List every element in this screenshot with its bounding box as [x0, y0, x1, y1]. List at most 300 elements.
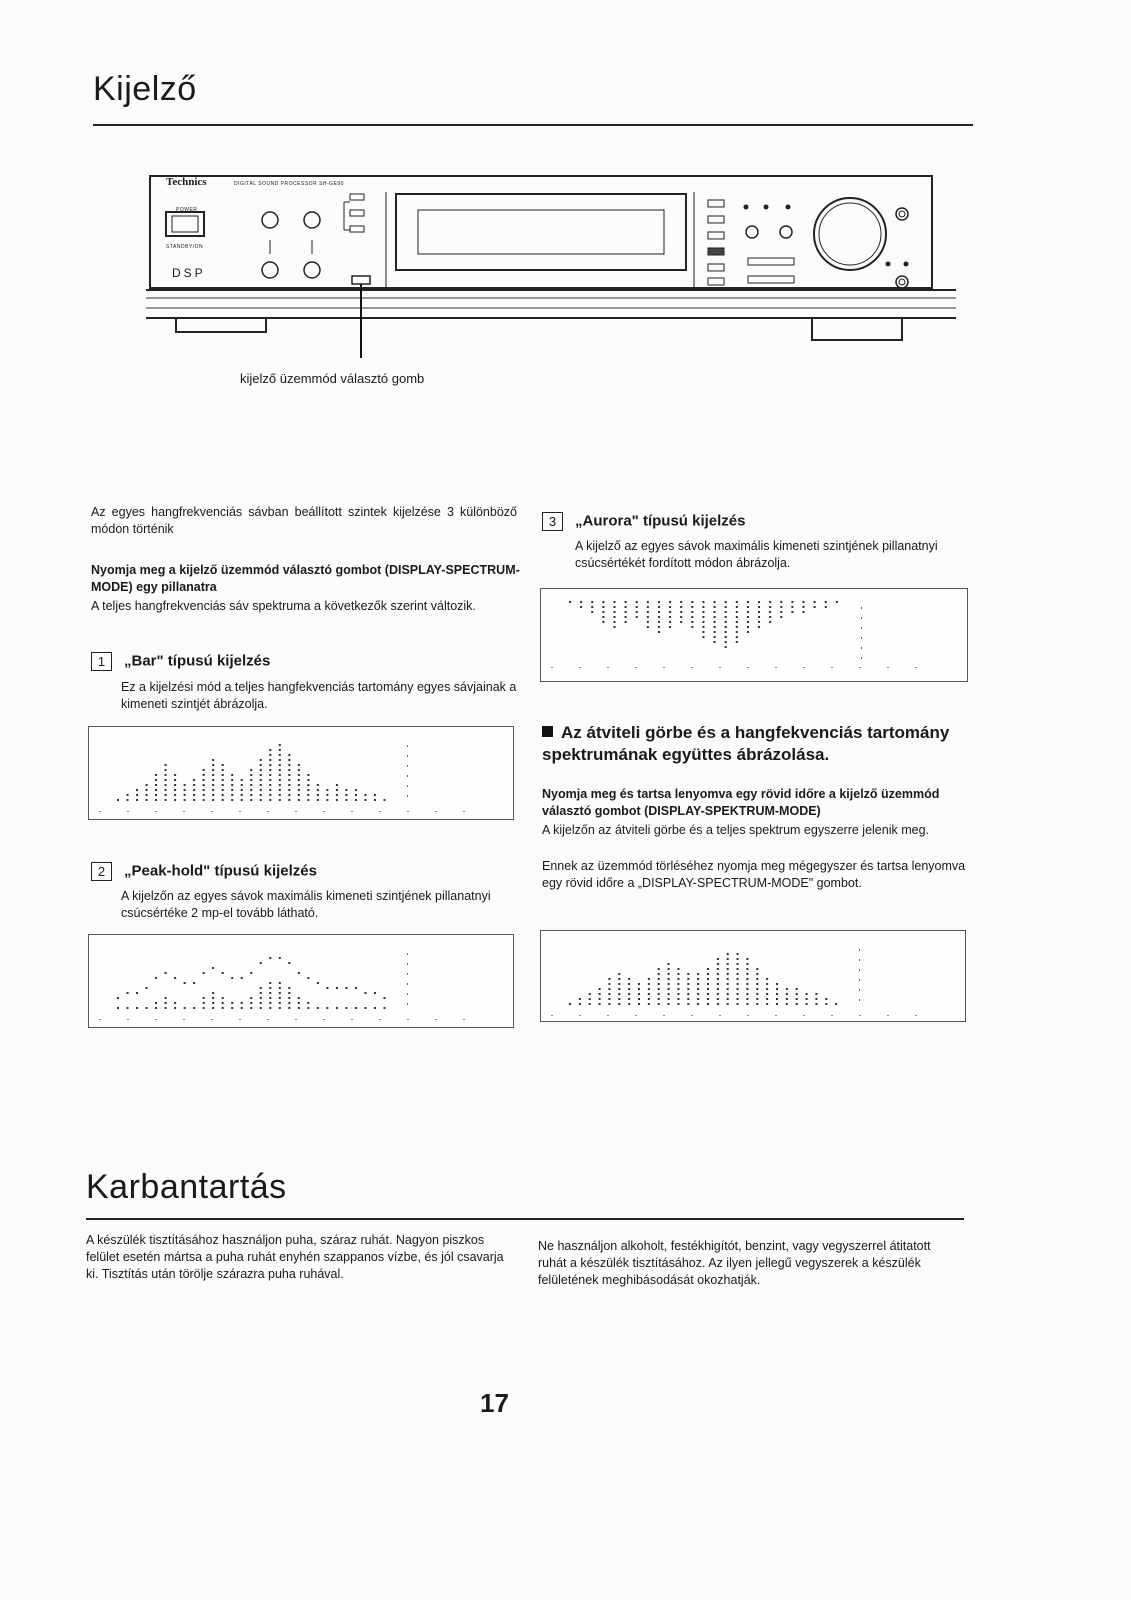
spectrum-band-14 — [241, 1002, 243, 1004]
spectrum-band-6 — [618, 993, 620, 995]
spectrum-band-25 — [806, 993, 808, 995]
spectrum-band-12 — [691, 626, 693, 628]
spectrum-band-11 — [668, 978, 670, 980]
spectrum-band-24 — [336, 784, 338, 786]
spectrum-band-19 — [288, 987, 290, 989]
spectrum-band-15 — [707, 1003, 709, 1005]
spectrum-band-17 — [727, 993, 729, 995]
spectrum-band-4 — [146, 794, 148, 796]
spectrum-band-21 — [766, 983, 768, 985]
spectrum-band-16 — [717, 993, 719, 995]
spectrum-band-15 — [725, 631, 727, 633]
spectrum-band-18 — [737, 988, 739, 990]
spectrum-band-6 — [165, 1002, 167, 1004]
scale-marker — [407, 963, 408, 965]
spectrum-band-10 — [203, 799, 205, 801]
spectrum-band-10 — [203, 774, 205, 776]
spectrum-band-20 — [780, 601, 782, 603]
spectrum-band-17 — [269, 997, 271, 999]
spectrum-band-7 — [174, 794, 176, 796]
spectrum-band-16 — [260, 1007, 262, 1009]
spectrum-band-16 — [260, 789, 262, 791]
spectrum-band-13 — [702, 621, 704, 623]
spectrum-band-19 — [746, 968, 748, 970]
scale-tick — [607, 1015, 609, 1016]
spectrum-band-10 — [669, 601, 671, 603]
spectrum-band-16 — [717, 973, 719, 975]
intro-text: Az egyes hangfrekvenciás sávban beállított szintek kijelzése 3 különböző módon történik — [91, 505, 517, 536]
spectrum-band-14-peak — [241, 977, 243, 979]
spectrum-band-13 — [231, 1007, 233, 1009]
spectrum-band-27-peak — [364, 992, 366, 994]
scale-tick — [295, 811, 297, 812]
spectrum-band-18 — [737, 958, 739, 960]
spectrum-band-7 — [628, 998, 630, 1000]
spectrum-band-5 — [608, 988, 610, 990]
spectrum-band-13 — [687, 973, 689, 975]
spectrum-band-14 — [697, 978, 699, 980]
scale-tick — [803, 667, 805, 668]
spectrum-band-22 — [803, 606, 805, 608]
spectrum-band-3 — [591, 601, 593, 603]
spectrum-band-14 — [714, 606, 716, 608]
spectrum-band-18 — [737, 983, 739, 985]
spectrum-band-6 — [165, 784, 167, 786]
spectrum-band-15 — [725, 636, 727, 638]
spectrum-band-17 — [269, 1002, 271, 1004]
spectrum-band-13 — [702, 611, 704, 613]
spectrum-band-12 — [222, 1007, 224, 1009]
spectrum-band-4 — [146, 784, 148, 786]
spectrum-band-16-peak — [260, 962, 262, 964]
spectrum-band-9 — [658, 606, 660, 608]
spectrum-band-6 — [625, 611, 627, 613]
spectrum-band-12 — [222, 784, 224, 786]
spectrum-band-12 — [222, 769, 224, 771]
spectrum-band-17 — [727, 998, 729, 1000]
spectrum-band-9 — [658, 611, 660, 613]
scale-tick — [859, 1015, 861, 1016]
spectrum-band-15 — [707, 993, 709, 995]
spectrum-band-6 — [165, 774, 167, 776]
spectrum-band-23 — [786, 1003, 788, 1005]
spectrum-band-12 — [222, 799, 224, 801]
spectrum-band-26 — [355, 1007, 357, 1009]
spectrum-band-4 — [602, 611, 604, 613]
spectrum-band-22 — [776, 1003, 778, 1005]
spectrum-band-17 — [747, 611, 749, 613]
spectrum-band-16 — [736, 616, 738, 618]
spectrum-band-15 — [725, 611, 727, 613]
spectrum-band-23 — [786, 998, 788, 1000]
spectrum-band-7 — [628, 988, 630, 990]
spectrum-band-22 — [803, 601, 805, 603]
spectrum-band-4 — [599, 988, 601, 990]
scale-tick — [635, 1015, 637, 1016]
spectrum-band-20 — [756, 988, 758, 990]
page-title: Kijelző — [93, 70, 197, 108]
spectrum-band-17 — [727, 988, 729, 990]
spectrum-band-3 — [136, 794, 138, 796]
spectrum-band-1-peak — [117, 997, 119, 999]
spectrum-band-7 — [636, 616, 638, 618]
spectrum-band-5 — [608, 998, 610, 1000]
scale-tick — [407, 1019, 409, 1020]
spectrum-band-18 — [279, 1007, 281, 1009]
spectrum-band-10 — [203, 794, 205, 796]
device-model-line: DIGITAL SOUND PROCESSOR SH-GE90 — [234, 181, 344, 187]
spectrum-band-18 — [737, 998, 739, 1000]
scale-tick — [379, 1019, 381, 1020]
spectrum-band-18 — [279, 982, 281, 984]
scale-tick — [351, 1019, 353, 1020]
spectrum-band-29 — [383, 1007, 385, 1009]
spectrum-band-10 — [658, 968, 660, 970]
spectrum-band-17 — [269, 794, 271, 796]
spectrum-band-19 — [746, 1003, 748, 1005]
spectrum-band-12 — [677, 988, 679, 990]
spectrum-band-7 — [636, 606, 638, 608]
spectrum-band-10 — [658, 978, 660, 980]
spectrum-band-10 — [669, 611, 671, 613]
spectrum-band-14 — [714, 601, 716, 603]
aurora-spectrum-graphic — [541, 589, 967, 681]
scale-marker — [861, 637, 862, 639]
spectrum-band-11 — [680, 611, 682, 613]
spectrum-band-11 — [212, 1002, 214, 1004]
spectrum-band-16 — [717, 958, 719, 960]
spectrum-band-20 — [298, 764, 300, 766]
mode-3-number: 3 — [542, 512, 563, 531]
spectrum-band-24 — [796, 1003, 798, 1005]
spectrum-band-22 — [317, 784, 319, 786]
spectrum-band-6 — [165, 794, 167, 796]
bar-spectrum-graphic — [89, 727, 513, 819]
spectrum-band-18-peak — [279, 957, 281, 959]
spectrum-band-14 — [241, 789, 243, 791]
spectrum-band-5 — [613, 611, 615, 613]
spectrum-band-14 — [714, 631, 716, 633]
callout-label: kijelző üzemmód választó gomb — [240, 371, 425, 386]
scale-tick — [267, 811, 269, 812]
spectrum-band-13 — [702, 631, 704, 633]
spectrum-band-17 — [269, 759, 271, 761]
spectrum-band-21 — [307, 784, 309, 786]
spectrum-band-4 — [599, 998, 601, 1000]
spectrum-band-11 — [212, 764, 214, 766]
scale-tick — [859, 667, 861, 668]
spectrum-band-14 — [241, 779, 243, 781]
scale-marker — [407, 953, 408, 955]
spectrum-band-4 — [602, 601, 604, 603]
spectrum-band-18 — [737, 968, 739, 970]
spectrum-band-9 — [648, 988, 650, 990]
spectrum-band-6-peak — [165, 972, 167, 974]
spectrum-band-17 — [727, 953, 729, 955]
spectrum-band-8 — [638, 1003, 640, 1005]
peak-hold-spectrum-graphic — [89, 935, 513, 1027]
spectrum-band-3 — [136, 799, 138, 801]
spectrum-band-10 — [669, 616, 671, 618]
scale-tick — [239, 811, 241, 812]
spectrum-band-15 — [250, 779, 252, 781]
spectrum-band-17 — [727, 963, 729, 965]
spectrum-band-7 — [636, 611, 638, 613]
spectrum-band-12 — [677, 983, 679, 985]
spectrum-band-15-peak — [250, 972, 252, 974]
spectrum-band-9 — [193, 799, 195, 801]
spectrum-band-12 — [222, 774, 224, 776]
spectrum-band-2 — [127, 1007, 129, 1009]
spectrum-band-20-peak — [298, 972, 300, 974]
spectrum-band-5 — [155, 779, 157, 781]
scale-marker — [861, 617, 862, 619]
spectrum-band-20 — [298, 799, 300, 801]
spectrum-band-14 — [241, 1007, 243, 1009]
spectrum-band-21 — [791, 601, 793, 603]
spectrum-band-15 — [250, 1002, 252, 1004]
scale-tick — [691, 667, 693, 668]
spectrum-band-10 — [669, 626, 671, 628]
combined-heading — [542, 722, 968, 766]
spectrum-band-10 — [203, 1007, 205, 1009]
spectrum-band-13 — [687, 983, 689, 985]
spectrum-band-9 — [658, 626, 660, 628]
spectrum-band-5 — [608, 1003, 610, 1005]
scale-marker — [861, 647, 862, 649]
spectrum-band-17 — [747, 621, 749, 623]
scale-tick — [803, 1015, 805, 1016]
spectrum-band-22 — [776, 983, 778, 985]
spectrum-band-28-peak — [374, 992, 376, 994]
spectrum-band-15 — [250, 799, 252, 801]
spectrum-band-7 — [174, 1002, 176, 1004]
spectrum-band-18 — [758, 626, 760, 628]
spectrum-band-6 — [618, 1003, 620, 1005]
spectrum-band-1 — [569, 1003, 571, 1005]
spectrum-band-19 — [769, 611, 771, 613]
spectrum-band-13 — [687, 998, 689, 1000]
spectrum-band-17 — [747, 626, 749, 628]
spectrum-band-20 — [780, 606, 782, 608]
spectrum-band-8 — [647, 616, 649, 618]
spectrum-band-8 — [647, 606, 649, 608]
spectrum-band-17 — [747, 606, 749, 608]
spectrum-band-5 — [155, 784, 157, 786]
spectrum-band-11 — [668, 988, 670, 990]
spectrum-band-5 — [608, 993, 610, 995]
spectrum-band-19 — [746, 973, 748, 975]
spectrum-band-12-peak — [222, 972, 224, 974]
spectrum-band-17 — [269, 982, 271, 984]
spectrum-band-17 — [727, 973, 729, 975]
spectrum-band-13 — [231, 774, 233, 776]
spectrum-band-14 — [714, 611, 716, 613]
device-power-label: POWER — [176, 207, 198, 213]
spectrum-band-10 — [203, 779, 205, 781]
spectrum-band-15 — [725, 616, 727, 618]
spectrum-band-18 — [737, 973, 739, 975]
spectrum-band-15 — [725, 621, 727, 623]
spectrum-band-15 — [250, 789, 252, 791]
combined-title: Az átviteli görbe és a hangfekvenciás tartomány spektrumának együttes ábrázolása. — [542, 723, 950, 764]
spectrum-band-4-peak — [146, 987, 148, 989]
spectrum-band-17 — [727, 968, 729, 970]
spectrum-band-4 — [146, 789, 148, 791]
scale-tick — [551, 667, 553, 668]
spectrum-band-14 — [697, 998, 699, 1000]
spectrum-band-12 — [691, 606, 693, 608]
spectrum-band-8-peak — [184, 982, 186, 984]
spectrum-band-22 — [803, 611, 805, 613]
spectrum-band-17 — [269, 799, 271, 801]
spectrum-band-13 — [702, 626, 704, 628]
spectrum-band-2 — [579, 998, 581, 1000]
scale-tick — [351, 811, 353, 812]
spectrum-band-24 — [796, 998, 798, 1000]
spectrum-band-21-peak — [307, 977, 309, 979]
spectrum-band-9 — [658, 631, 660, 633]
spectrum-band-5 — [613, 601, 615, 603]
spectrum-band-18 — [279, 764, 281, 766]
spectrum-band-7 — [628, 978, 630, 980]
device-front-panel — [146, 172, 956, 362]
spectrum-band-20 — [756, 973, 758, 975]
mode-1-number: 1 — [91, 652, 112, 671]
spectrum-band-9 — [193, 789, 195, 791]
spectrum-band-25 — [345, 1007, 347, 1009]
spectrum-band-14 — [714, 616, 716, 618]
spectrum-band-26 — [815, 993, 817, 995]
spectrum-band-22 — [776, 998, 778, 1000]
scale-tick — [551, 1015, 553, 1016]
spectrum-band-17 — [269, 774, 271, 776]
spectrum-band-21 — [307, 789, 309, 791]
spectrum-band-12 — [677, 993, 679, 995]
combined-instruction: Nyomja meg és tartsa lenyomva egy rövid időre a kijelző üzemmód választó gombot (DISPLAY-SPEKTRUM-MODE) — [542, 787, 940, 818]
spectrum-band-24 — [336, 789, 338, 791]
spectrum-band-22 — [317, 794, 319, 796]
scale-tick — [407, 811, 409, 812]
spectrum-band-18 — [737, 993, 739, 995]
mode-3-display — [540, 588, 968, 682]
spectrum-band-12 — [222, 789, 224, 791]
scale-marker — [859, 979, 860, 981]
spectrum-band-12 — [691, 621, 693, 623]
spectrum-band-16 — [717, 1003, 719, 1005]
spectrum-band-20 — [298, 997, 300, 999]
spectrum-band-8 — [647, 601, 649, 603]
spectrum-band-10 — [203, 997, 205, 999]
spectrum-band-4 — [602, 621, 604, 623]
spectrum-band-8 — [184, 1007, 186, 1009]
spectrum-band-22 — [776, 988, 778, 990]
spectrum-band-11 — [212, 997, 214, 999]
spectrum-band-6 — [618, 973, 620, 975]
scale-marker — [407, 765, 408, 767]
spectrum-band-1 — [569, 601, 571, 603]
spectrum-band-20 — [756, 998, 758, 1000]
scale-marker — [861, 657, 862, 659]
spectrum-band-18 — [279, 754, 281, 756]
spectrum-band-21 — [791, 606, 793, 608]
scale-tick — [323, 811, 325, 812]
spectrum-band-18 — [279, 779, 281, 781]
scale-tick — [747, 1015, 749, 1016]
spectrum-band-11 — [668, 963, 670, 965]
spectrum-band-11 — [212, 784, 214, 786]
spectrum-band-17 — [747, 616, 749, 618]
spectrum-band-19 — [288, 997, 290, 999]
spectrum-band-29-peak — [383, 997, 385, 999]
spectrum-band-17 — [269, 987, 271, 989]
spectrum-band-17 — [727, 958, 729, 960]
spectrum-band-14 — [697, 983, 699, 985]
spectrum-band-11 — [212, 992, 214, 994]
spectrum-band-18 — [279, 1002, 281, 1004]
spectrum-band-13 — [702, 601, 704, 603]
spectrum-band-17 — [269, 749, 271, 751]
spectrum-band-6 — [165, 997, 167, 999]
spectrum-band-18 — [279, 987, 281, 989]
spectrum-band-17 — [269, 764, 271, 766]
spectrum-band-22-peak — [317, 982, 319, 984]
spectrum-band-15 — [250, 784, 252, 786]
spectrum-band-11 — [212, 1007, 214, 1009]
scale-marker — [859, 989, 860, 991]
spectrum-band-12 — [222, 779, 224, 781]
mode-1-text: Ez a kijelzési mód a teljes hangfekvenciás tartomány egyes sávjainak a kimeneti szintjét ábrázolja. — [121, 680, 517, 711]
spectrum-band-11 — [668, 998, 670, 1000]
spectrum-band-26-peak — [355, 987, 357, 989]
spectrum-band-11 — [212, 799, 214, 801]
spectrum-band-29 — [383, 799, 385, 801]
spectrum-band-15 — [725, 626, 727, 628]
spectrum-band-16 — [736, 626, 738, 628]
spectrum-band-13 — [231, 779, 233, 781]
spectrum-band-6 — [165, 764, 167, 766]
spectrum-band-16 — [260, 992, 262, 994]
spectrum-band-27 — [825, 1003, 827, 1005]
spectrum-band-10 — [658, 1003, 660, 1005]
spectrum-band-21 — [766, 993, 768, 995]
spectrum-band-19 — [746, 963, 748, 965]
spectrum-band-10 — [658, 998, 660, 1000]
scale-marker — [861, 627, 862, 629]
scale-tick — [183, 1019, 185, 1020]
spectrum-band-4 — [599, 1003, 601, 1005]
spectrum-band-12 — [222, 1002, 224, 1004]
spectrum-band-15 — [707, 998, 709, 1000]
scale-tick — [831, 1015, 833, 1016]
scale-tick — [295, 1019, 297, 1020]
intro-instruction-text: A teljes hangfrekvenciás sáv spektruma a következők szerint változik. — [91, 599, 476, 613]
scale-tick — [99, 1019, 101, 1020]
spectrum-band-18 — [279, 799, 281, 801]
spectrum-band-9 — [658, 621, 660, 623]
scale-tick — [775, 667, 777, 668]
spectrum-band-25 — [806, 1003, 808, 1005]
scale-tick — [435, 1019, 437, 1020]
spectrum-band-7 — [174, 779, 176, 781]
scale-tick — [155, 811, 157, 812]
scale-tick — [831, 667, 833, 668]
spectrum-band-24 — [796, 988, 798, 990]
spectrum-band-20 — [756, 983, 758, 985]
spectrum-band-18 — [279, 774, 281, 776]
spectrum-band-20 — [298, 784, 300, 786]
spectrum-band-15 — [707, 973, 709, 975]
